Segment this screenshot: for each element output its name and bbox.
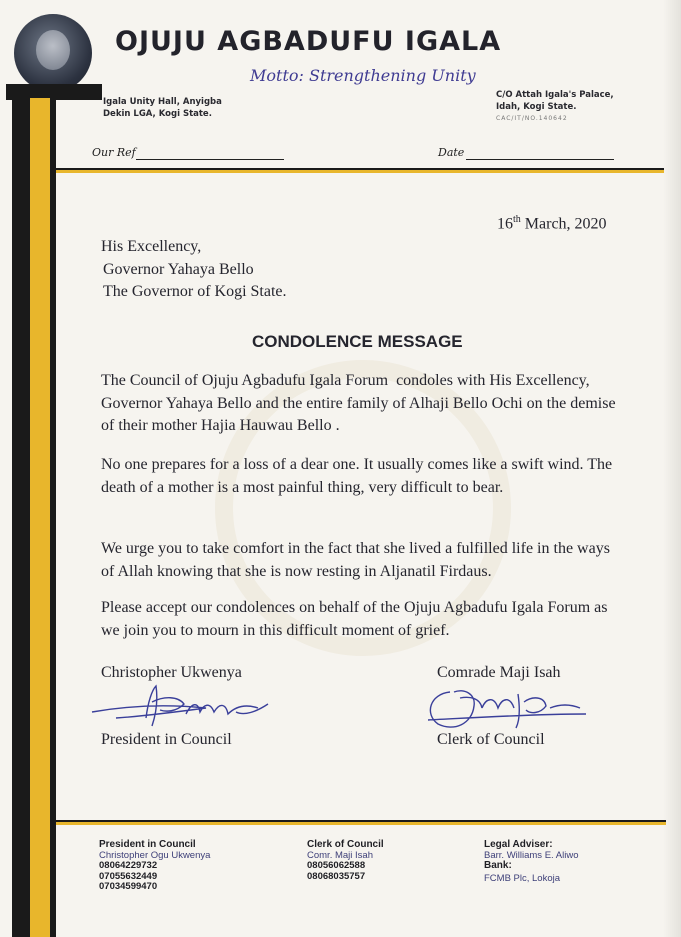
date-suffix: th: [513, 214, 521, 225]
date-rest: March, 2020: [520, 215, 607, 233]
motto: Motto: Strengthening Unity: [250, 66, 476, 85]
footer-legal-heading: Legal Adviser:: [484, 839, 553, 850]
org-name: OJUJU AGBADUFU IGALA: [115, 26, 502, 57]
address-left-line-1: Igala Unity Hall, Anyigba: [103, 97, 222, 107]
date-label: Date: [438, 146, 465, 159]
footer-bank-heading: Bank:: [484, 860, 512, 871]
forum-logo-icon: [14, 14, 92, 92]
side-stripe-yellow: [30, 98, 50, 937]
paragraph-3: We urge you to take comfort in the fact that she lived a fulfilled life in the ways of Allah knowing that she is now resting in Aljanatil Firdaus.: [101, 540, 610, 580]
paper-edge: [663, 0, 681, 937]
footer-clerk-heading: Clerk of Council: [307, 839, 384, 850]
side-stripe-black-right: [50, 98, 56, 937]
signatory-2-title: Clerk of Council: [437, 731, 545, 748]
signature-2-icon: [420, 684, 590, 734]
date-day: 16: [497, 215, 513, 233]
address-right-line-1: C/O Attah Igala's Palace,: [496, 90, 614, 100]
footer-bank-name: FCMB Plc, Lokoja: [484, 872, 561, 884]
paragraph-4: Please accept our condolences on behalf of the Ojuju Agbadufu Igala Forum as we join you to mourn in this difficult moment of grief.: [101, 599, 608, 639]
footer-legal: [484, 840, 579, 884]
footer-clerk-name: Comr. Maji Isah: [307, 849, 373, 861]
footer-president-heading: President in Council: [99, 839, 196, 850]
footer-president-phone-2: 07055632449: [99, 870, 158, 882]
footer-president: [99, 840, 210, 893]
signatory-1-title: President in Council: [101, 731, 232, 748]
addressee-line-2: Governor Yahaya Bello: [103, 260, 254, 278]
date-field: [466, 159, 614, 160]
footer-legal-name: Barr. Williams E. Aliwo: [484, 849, 579, 861]
footer-president-phone-1: 08064229732: [99, 860, 158, 871]
address-right-line-2: Idah, Kogi State.: [496, 102, 577, 112]
paragraph-1: The Council of Ojuju Agbadufu Igala Forum condoles with His Excellency, Governor Yahaya Bello and the entire family of Alhaji Bello Ochi on the demise of their mother Hajia Hauwau Bello .: [101, 372, 620, 435]
logo-globe: [36, 30, 70, 70]
letter-subject: CONDOLENCE MESSAGE: [252, 332, 463, 351]
addressee-line-3: The Governor of Kogi State.: [103, 283, 287, 300]
our-ref-field: [136, 159, 284, 160]
addressee-block: [101, 236, 287, 304]
footer-president-phone-3: 07034599470: [99, 881, 158, 892]
footer-clerk: [307, 840, 384, 882]
signatory-2-name: Comrade Maji Isah: [437, 664, 561, 681]
addressee-line-1: His Excellency,: [101, 238, 202, 255]
address-left: [103, 96, 222, 120]
our-ref-label: Our Ref: [92, 146, 136, 159]
signatory-1-name: Christopher Ukwenya: [101, 664, 242, 681]
footer-president-name: Christopher Ogu Ukwenya: [99, 849, 211, 861]
side-stripe-black-left: [12, 98, 30, 937]
signature-1-icon: [86, 682, 276, 732]
paragraph-2: No one prepares for a loss of a dear one. It usually comes like a swift wind. The death of a mother is a most painful thing, very difficult to bear.: [101, 456, 613, 496]
registration-number: CAC/IT/NO.140642: [496, 115, 568, 122]
letter-date: [497, 214, 607, 233]
header-rule-yellow: [56, 170, 664, 173]
address-left-line-2: Dekin LGA, Kogi State.: [103, 109, 212, 119]
footer-clerk-phone-1: 08056062588: [307, 860, 366, 871]
footer-clerk-phone-2: 08068035757: [307, 870, 366, 882]
address-right: [496, 89, 614, 125]
footer-rule-yellow: [56, 822, 666, 825]
